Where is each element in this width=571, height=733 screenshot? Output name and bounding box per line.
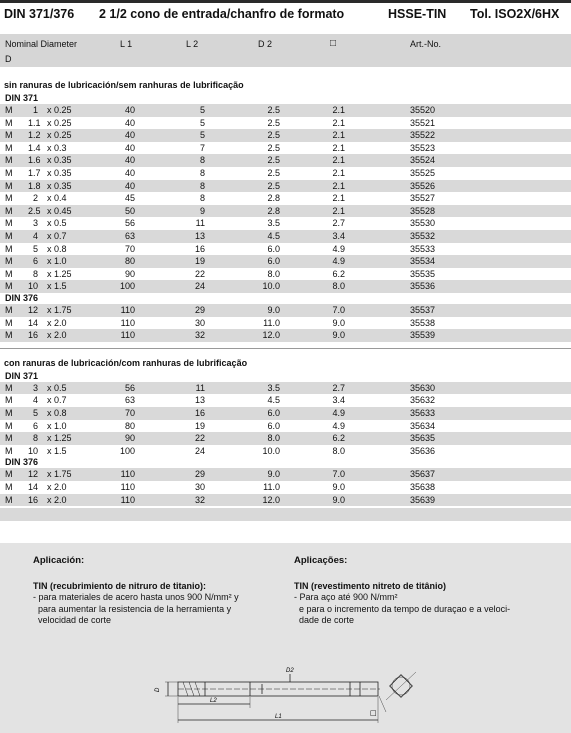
table-row bbox=[0, 382, 571, 395]
square-size: 9.0 bbox=[332, 330, 345, 341]
article-number: 35537 bbox=[410, 305, 436, 315]
thread-pitch: x 1.5 bbox=[47, 445, 67, 456]
thread-pitch: x 0.45 bbox=[47, 205, 72, 216]
length-l2: 8 bbox=[199, 180, 205, 191]
shank-d2: 2.8 bbox=[267, 193, 280, 204]
table-row bbox=[0, 192, 571, 205]
thread-prefix: M bbox=[5, 330, 13, 341]
square-size: 3.4 bbox=[332, 231, 345, 241]
square-size: 4.9 bbox=[332, 408, 345, 418]
section-divider bbox=[0, 348, 571, 349]
shank-d2: 8.0 bbox=[267, 433, 280, 444]
table-row bbox=[0, 304, 571, 317]
thread-pitch: x 0.5 bbox=[47, 382, 67, 393]
article-number: 35634 bbox=[410, 420, 436, 431]
group-din-376: DIN 376 bbox=[5, 457, 39, 468]
length-l1: 110 bbox=[120, 482, 135, 492]
thread-pitch: x 0.35 bbox=[47, 155, 72, 166]
square-size: 7.0 bbox=[332, 305, 345, 315]
length-l2: 11 bbox=[195, 382, 205, 393]
shank-d2: 2.8 bbox=[267, 205, 280, 216]
nominal-size: 4 bbox=[32, 231, 38, 241]
shank-d2: 3.5 bbox=[267, 382, 280, 393]
thread-prefix: M bbox=[5, 193, 13, 204]
square-size: 2.1 bbox=[332, 117, 345, 128]
thread-pitch: x 0.3 bbox=[47, 142, 67, 153]
application-portuguese bbox=[294, 555, 544, 627]
table-row bbox=[0, 445, 571, 458]
shank-d2: 6.0 bbox=[267, 420, 280, 431]
nominal-size: 1.7 bbox=[28, 168, 41, 178]
thread-prefix: M bbox=[5, 281, 13, 292]
thread-prefix: M bbox=[5, 231, 13, 241]
thread-prefix: M bbox=[5, 433, 13, 444]
square-size: 2.7 bbox=[332, 218, 345, 229]
length-l2: 5 bbox=[199, 130, 205, 141]
length-l1: 110 bbox=[120, 330, 135, 341]
table-row bbox=[0, 317, 571, 330]
shank-d2: 9.0 bbox=[267, 305, 280, 315]
length-l1: 40 bbox=[124, 180, 135, 191]
length-l2: 9 bbox=[199, 205, 205, 216]
thread-pitch: x 0.5 bbox=[47, 218, 67, 229]
dim-square-icon: □ bbox=[370, 709, 377, 717]
length-l1: 56 bbox=[124, 218, 135, 229]
nominal-size: 3 bbox=[32, 218, 38, 229]
coating-line-es: velocidad de corte bbox=[33, 615, 112, 625]
nominal-size: 1.4 bbox=[28, 142, 41, 153]
application-spanish bbox=[33, 555, 283, 627]
thread-pitch: x 0.35 bbox=[47, 180, 72, 191]
square-size: 2.1 bbox=[332, 105, 345, 115]
length-l2: 29 bbox=[194, 305, 205, 315]
article-number: 35535 bbox=[410, 268, 436, 279]
table-row bbox=[0, 394, 571, 407]
thread-prefix: M bbox=[5, 445, 13, 456]
article-number: 35639 bbox=[410, 494, 436, 505]
nominal-size: 14 bbox=[28, 482, 39, 492]
length-l1: 90 bbox=[124, 268, 135, 279]
table-row bbox=[0, 154, 571, 167]
article-number: 35520 bbox=[410, 105, 436, 115]
length-l2: 16 bbox=[194, 408, 205, 418]
square-size: 6.2 bbox=[332, 268, 345, 279]
thread-prefix: M bbox=[5, 130, 13, 141]
shank-d2: 11.0 bbox=[263, 482, 280, 492]
table-row bbox=[0, 205, 571, 218]
length-l1: 50 bbox=[124, 205, 135, 216]
table-row bbox=[0, 255, 571, 268]
article-number: 35534 bbox=[410, 256, 436, 267]
square-size: 2.1 bbox=[332, 180, 345, 191]
thread-prefix: M bbox=[5, 395, 13, 406]
thread-pitch: x 1.25 bbox=[47, 433, 72, 444]
nominal-size: 6 bbox=[32, 256, 38, 267]
dim-l2-label: L2 bbox=[210, 698, 217, 704]
group-din-371: DIN 371 bbox=[5, 93, 39, 103]
article-number: 35526 bbox=[410, 180, 436, 191]
thread-pitch: x 1.5 bbox=[47, 281, 67, 292]
table-row bbox=[0, 468, 571, 481]
length-l2: 19 bbox=[194, 256, 205, 267]
nominal-size: 2.5 bbox=[28, 205, 41, 216]
article-number: 35532 bbox=[410, 231, 436, 241]
length-l2: 7 bbox=[199, 142, 205, 153]
nominal-size: 3 bbox=[32, 382, 38, 393]
dim-l1-label: L1 bbox=[275, 714, 282, 720]
nominal-size: 8 bbox=[32, 268, 38, 279]
shank-d2: 2.5 bbox=[267, 180, 280, 191]
length-l1: 110 bbox=[120, 494, 135, 505]
square-size: 2.1 bbox=[332, 193, 345, 204]
thread-pitch: x 2.0 bbox=[47, 482, 67, 492]
thread-prefix: M bbox=[5, 268, 13, 279]
material-title: HSSE-TIN bbox=[388, 7, 447, 21]
article-number: 35522 bbox=[410, 130, 436, 141]
article-number: 35524 bbox=[410, 155, 436, 166]
col-d2: D 2 bbox=[258, 39, 273, 49]
shank-d2: 2.5 bbox=[267, 105, 280, 115]
article-number: 35630 bbox=[410, 382, 436, 393]
length-l1: 40 bbox=[124, 168, 135, 178]
thread-pitch: x 2.0 bbox=[47, 317, 67, 328]
length-l2: 22 bbox=[194, 433, 205, 444]
length-l2: 24 bbox=[194, 281, 205, 292]
length-l1: 90 bbox=[124, 433, 135, 444]
thread-prefix: M bbox=[5, 256, 13, 267]
standard-title: DIN 371/376 bbox=[4, 7, 75, 21]
shank-d2: 6.0 bbox=[267, 243, 280, 254]
thread-prefix: M bbox=[5, 317, 13, 328]
shank-d2: 9.0 bbox=[267, 469, 280, 480]
length-l1: 56 bbox=[124, 382, 135, 393]
nominal-size: 10 bbox=[28, 281, 39, 292]
length-l2: 8 bbox=[199, 168, 205, 178]
thread-prefix: M bbox=[5, 218, 13, 229]
dim-d-label: D bbox=[155, 687, 161, 692]
shank-d2: 10.0 bbox=[262, 445, 280, 456]
length-l2: 5 bbox=[199, 117, 205, 128]
nominal-size: 8 bbox=[32, 433, 38, 444]
table-row bbox=[0, 117, 571, 130]
coating-title-pt: TIN (revestimento nitreto de titânio) bbox=[294, 580, 447, 591]
length-l1: 80 bbox=[124, 420, 135, 431]
thread-pitch: x 2.0 bbox=[47, 494, 67, 505]
length-l1: 80 bbox=[124, 256, 135, 267]
table-row bbox=[0, 494, 571, 507]
length-l2: 16 bbox=[194, 243, 205, 254]
nominal-size: 4 bbox=[32, 395, 38, 406]
article-number: 35539 bbox=[410, 330, 436, 341]
shank-d2: 8.0 bbox=[267, 268, 280, 279]
thread-prefix: M bbox=[5, 168, 13, 178]
nominal-size: 1.8 bbox=[28, 180, 41, 191]
top-rule bbox=[0, 0, 571, 3]
nominal-size: 2 bbox=[32, 193, 38, 204]
table-row bbox=[0, 167, 571, 180]
application-title-es: Aplicación: bbox=[33, 555, 85, 566]
dim-d2-label: D2 bbox=[286, 668, 294, 674]
shank-d2: 2.5 bbox=[267, 168, 280, 178]
length-l1: 100 bbox=[119, 281, 135, 292]
table-row bbox=[0, 230, 571, 243]
table-row bbox=[0, 217, 571, 230]
length-l2: 32 bbox=[194, 494, 205, 505]
table-row bbox=[0, 104, 571, 117]
square-size: 9.0 bbox=[332, 317, 345, 328]
table-row bbox=[0, 280, 571, 293]
col-art: Art.-No. bbox=[410, 39, 442, 49]
group-din-376: DIN 376 bbox=[5, 293, 39, 303]
thread-pitch: x 0.25 bbox=[47, 130, 72, 141]
nominal-size: 12 bbox=[28, 305, 39, 315]
length-l2: 19 bbox=[194, 420, 205, 431]
square-size: 2.7 bbox=[332, 382, 345, 393]
article-number: 35633 bbox=[410, 408, 436, 418]
thread-prefix: M bbox=[5, 243, 13, 254]
col-nominal-diameter: Nominal Diameter bbox=[5, 39, 78, 49]
length-l1: 70 bbox=[124, 408, 135, 418]
article-number: 35527 bbox=[410, 193, 436, 204]
article-number: 35632 bbox=[410, 395, 436, 406]
col-l1: L 1 bbox=[120, 39, 133, 49]
shank-d2: 3.5 bbox=[267, 218, 280, 229]
table-row bbox=[0, 243, 571, 256]
thread-prefix: M bbox=[5, 408, 13, 418]
thread-prefix: M bbox=[5, 105, 13, 115]
coating-line-pt: e para o incremento da tempo de duraçao e a veloci- bbox=[294, 603, 511, 614]
thread-prefix: M bbox=[5, 305, 13, 315]
nominal-size: 16 bbox=[28, 494, 39, 505]
thread-pitch: x 0.8 bbox=[47, 408, 67, 418]
thread-prefix: M bbox=[5, 420, 13, 431]
coating-line-pt: - Para aço até 900 N/mm² bbox=[294, 592, 398, 602]
article-number: 35638 bbox=[410, 482, 436, 492]
square-size: 6.2 bbox=[332, 433, 345, 444]
thread-prefix: M bbox=[5, 180, 13, 191]
article-number: 35635 bbox=[410, 433, 436, 444]
shank-d2: 11.0 bbox=[263, 317, 280, 328]
table-row bbox=[0, 481, 571, 494]
section-title-without-grooves: sin ranuras de lubricación/sem ranhuras de lubrificação bbox=[4, 80, 244, 90]
table-row bbox=[0, 407, 571, 420]
length-l2: 11 bbox=[195, 218, 205, 229]
thread-pitch: x 1.25 bbox=[47, 268, 72, 279]
table-header bbox=[0, 34, 571, 67]
col-nominal-d: D bbox=[5, 54, 12, 64]
table-row bbox=[0, 268, 571, 281]
square-size: 7.0 bbox=[332, 469, 345, 480]
shank-d2: 2.5 bbox=[267, 117, 280, 128]
shank-d2: 4.5 bbox=[267, 395, 280, 406]
thread-pitch: x 1.0 bbox=[47, 256, 67, 267]
nominal-size: 1.6 bbox=[28, 155, 41, 166]
nominal-size: 5 bbox=[32, 243, 38, 254]
length-l2: 8 bbox=[199, 155, 205, 166]
square-size: 8.0 bbox=[332, 445, 345, 456]
article-number: 35637 bbox=[410, 469, 436, 480]
thread-pitch: x 1.75 bbox=[47, 305, 72, 315]
thread-prefix: M bbox=[5, 117, 13, 128]
shank-d2: 12.0 bbox=[262, 494, 280, 505]
thread-pitch: x 0.25 bbox=[47, 117, 72, 128]
nominal-size: 12 bbox=[28, 469, 39, 480]
nominal-size: 1 bbox=[32, 105, 38, 115]
table-footer-band bbox=[0, 508, 571, 521]
length-l1: 40 bbox=[124, 117, 135, 128]
thread-prefix: M bbox=[5, 494, 13, 505]
article-number: 35528 bbox=[410, 205, 436, 216]
square-size: 4.9 bbox=[332, 420, 345, 431]
length-l1: 70 bbox=[124, 243, 135, 254]
coating-title-es: TIN (recubrimiento de nitruro de titanio): bbox=[33, 580, 206, 591]
article-number: 35523 bbox=[410, 142, 436, 153]
length-l2: 5 bbox=[199, 105, 205, 115]
article-number: 35538 bbox=[410, 317, 436, 328]
length-l1: 110 bbox=[120, 469, 135, 480]
length-l1: 110 bbox=[120, 305, 135, 315]
thread-pitch: x 2.0 bbox=[47, 330, 67, 341]
application-info-box bbox=[0, 543, 571, 733]
length-l1: 40 bbox=[124, 130, 135, 141]
shank-d2: 2.5 bbox=[267, 155, 280, 166]
length-l2: 30 bbox=[194, 317, 205, 328]
thread-pitch: x 1.75 bbox=[47, 469, 72, 480]
group-din-371: DIN 371 bbox=[5, 370, 39, 381]
shank-d2: 6.0 bbox=[267, 408, 280, 418]
nominal-size: 6 bbox=[32, 420, 38, 431]
length-l1: 100 bbox=[119, 445, 135, 456]
square-size: 2.1 bbox=[332, 130, 345, 141]
table-row bbox=[0, 129, 571, 142]
length-l1: 63 bbox=[124, 395, 135, 406]
shank-d2: 12.0 bbox=[262, 330, 280, 341]
square-size: 9.0 bbox=[332, 482, 345, 492]
square-size: 2.1 bbox=[332, 142, 345, 153]
length-l2: 29 bbox=[194, 469, 205, 480]
square-size: 2.1 bbox=[332, 155, 345, 166]
length-l1: 40 bbox=[124, 105, 135, 115]
thread-prefix: M bbox=[5, 205, 13, 216]
length-l1: 110 bbox=[120, 317, 135, 328]
thread-pitch: x 0.4 bbox=[47, 193, 67, 204]
square-size: 4.9 bbox=[332, 243, 345, 254]
application-title-pt: Aplicações: bbox=[294, 555, 348, 566]
thread-prefix: M bbox=[5, 382, 13, 393]
thread-prefix: M bbox=[5, 142, 13, 153]
article-number: 35536 bbox=[410, 281, 436, 292]
square-size: 2.1 bbox=[332, 168, 345, 178]
col-square-icon: □ bbox=[330, 38, 337, 49]
length-l1: 45 bbox=[124, 193, 135, 204]
coating-line-pt: dade de corte bbox=[294, 615, 355, 625]
length-l1: 63 bbox=[124, 231, 135, 241]
thread-pitch: x 0.7 bbox=[47, 231, 67, 241]
length-l2: 13 bbox=[194, 231, 205, 241]
shank-d2: 10.0 bbox=[262, 281, 280, 292]
thread-pitch: x 0.25 bbox=[47, 105, 72, 115]
thread-prefix: M bbox=[5, 469, 13, 480]
article-number: 35636 bbox=[410, 445, 436, 456]
shank-d2: 2.5 bbox=[267, 142, 280, 153]
tolerance-title: Tol. ISO2X/6HX bbox=[470, 7, 560, 21]
length-l2: 8 bbox=[199, 193, 205, 204]
thread-prefix: M bbox=[5, 155, 13, 166]
nominal-size: 10 bbox=[28, 445, 39, 456]
table-row bbox=[0, 180, 571, 193]
table-row bbox=[0, 420, 571, 433]
thread-pitch: x 0.7 bbox=[47, 395, 67, 406]
square-size: 4.9 bbox=[332, 256, 345, 267]
thread-pitch: x 0.8 bbox=[47, 243, 67, 254]
length-l2: 22 bbox=[194, 268, 205, 279]
nominal-size: 14 bbox=[28, 317, 39, 328]
article-number: 35521 bbox=[410, 117, 436, 128]
length-l2: 13 bbox=[194, 395, 205, 406]
description-title: 2 1/2 cono de entrada/chanfro de formato bbox=[99, 7, 345, 21]
square-size: 9.0 bbox=[332, 494, 345, 505]
thread-pitch: x 0.35 bbox=[47, 168, 72, 178]
tap-drawing bbox=[150, 660, 420, 730]
nominal-size: 1.2 bbox=[28, 130, 41, 141]
length-l1: 40 bbox=[124, 142, 135, 153]
square-size: 8.0 bbox=[332, 281, 345, 292]
coating-line-es: - para materiales de acero hasta unos 900 N/mm² y bbox=[33, 592, 239, 602]
shank-d2: 2.5 bbox=[267, 130, 280, 141]
article-number: 35530 bbox=[410, 218, 436, 229]
square-size: 3.4 bbox=[332, 395, 345, 406]
col-l2: L 2 bbox=[186, 39, 199, 49]
shank-d2: 6.0 bbox=[267, 256, 280, 267]
square-size: 2.1 bbox=[332, 205, 345, 216]
length-l1: 40 bbox=[124, 155, 135, 166]
section-title-with-grooves: con ranuras de lubricación/com ranhuras de lubrificação bbox=[4, 357, 248, 368]
table-row bbox=[0, 432, 571, 445]
article-number: 35533 bbox=[410, 243, 436, 254]
length-l2: 24 bbox=[194, 445, 205, 456]
coating-line-es: para aumentar la resistencia de la herramienta y bbox=[33, 603, 232, 614]
table-row bbox=[0, 142, 571, 155]
table-row bbox=[0, 329, 571, 342]
title-row bbox=[4, 7, 567, 27]
thread-pitch: x 1.0 bbox=[47, 420, 67, 431]
article-number: 35525 bbox=[410, 168, 436, 178]
thread-prefix: M bbox=[5, 482, 13, 492]
length-l2: 30 bbox=[194, 482, 205, 492]
nominal-size: 5 bbox=[32, 408, 38, 418]
shank-d2: 4.5 bbox=[267, 231, 280, 241]
nominal-size: 1.1 bbox=[28, 117, 41, 128]
length-l2: 32 bbox=[194, 330, 205, 341]
nominal-size: 16 bbox=[28, 330, 39, 341]
